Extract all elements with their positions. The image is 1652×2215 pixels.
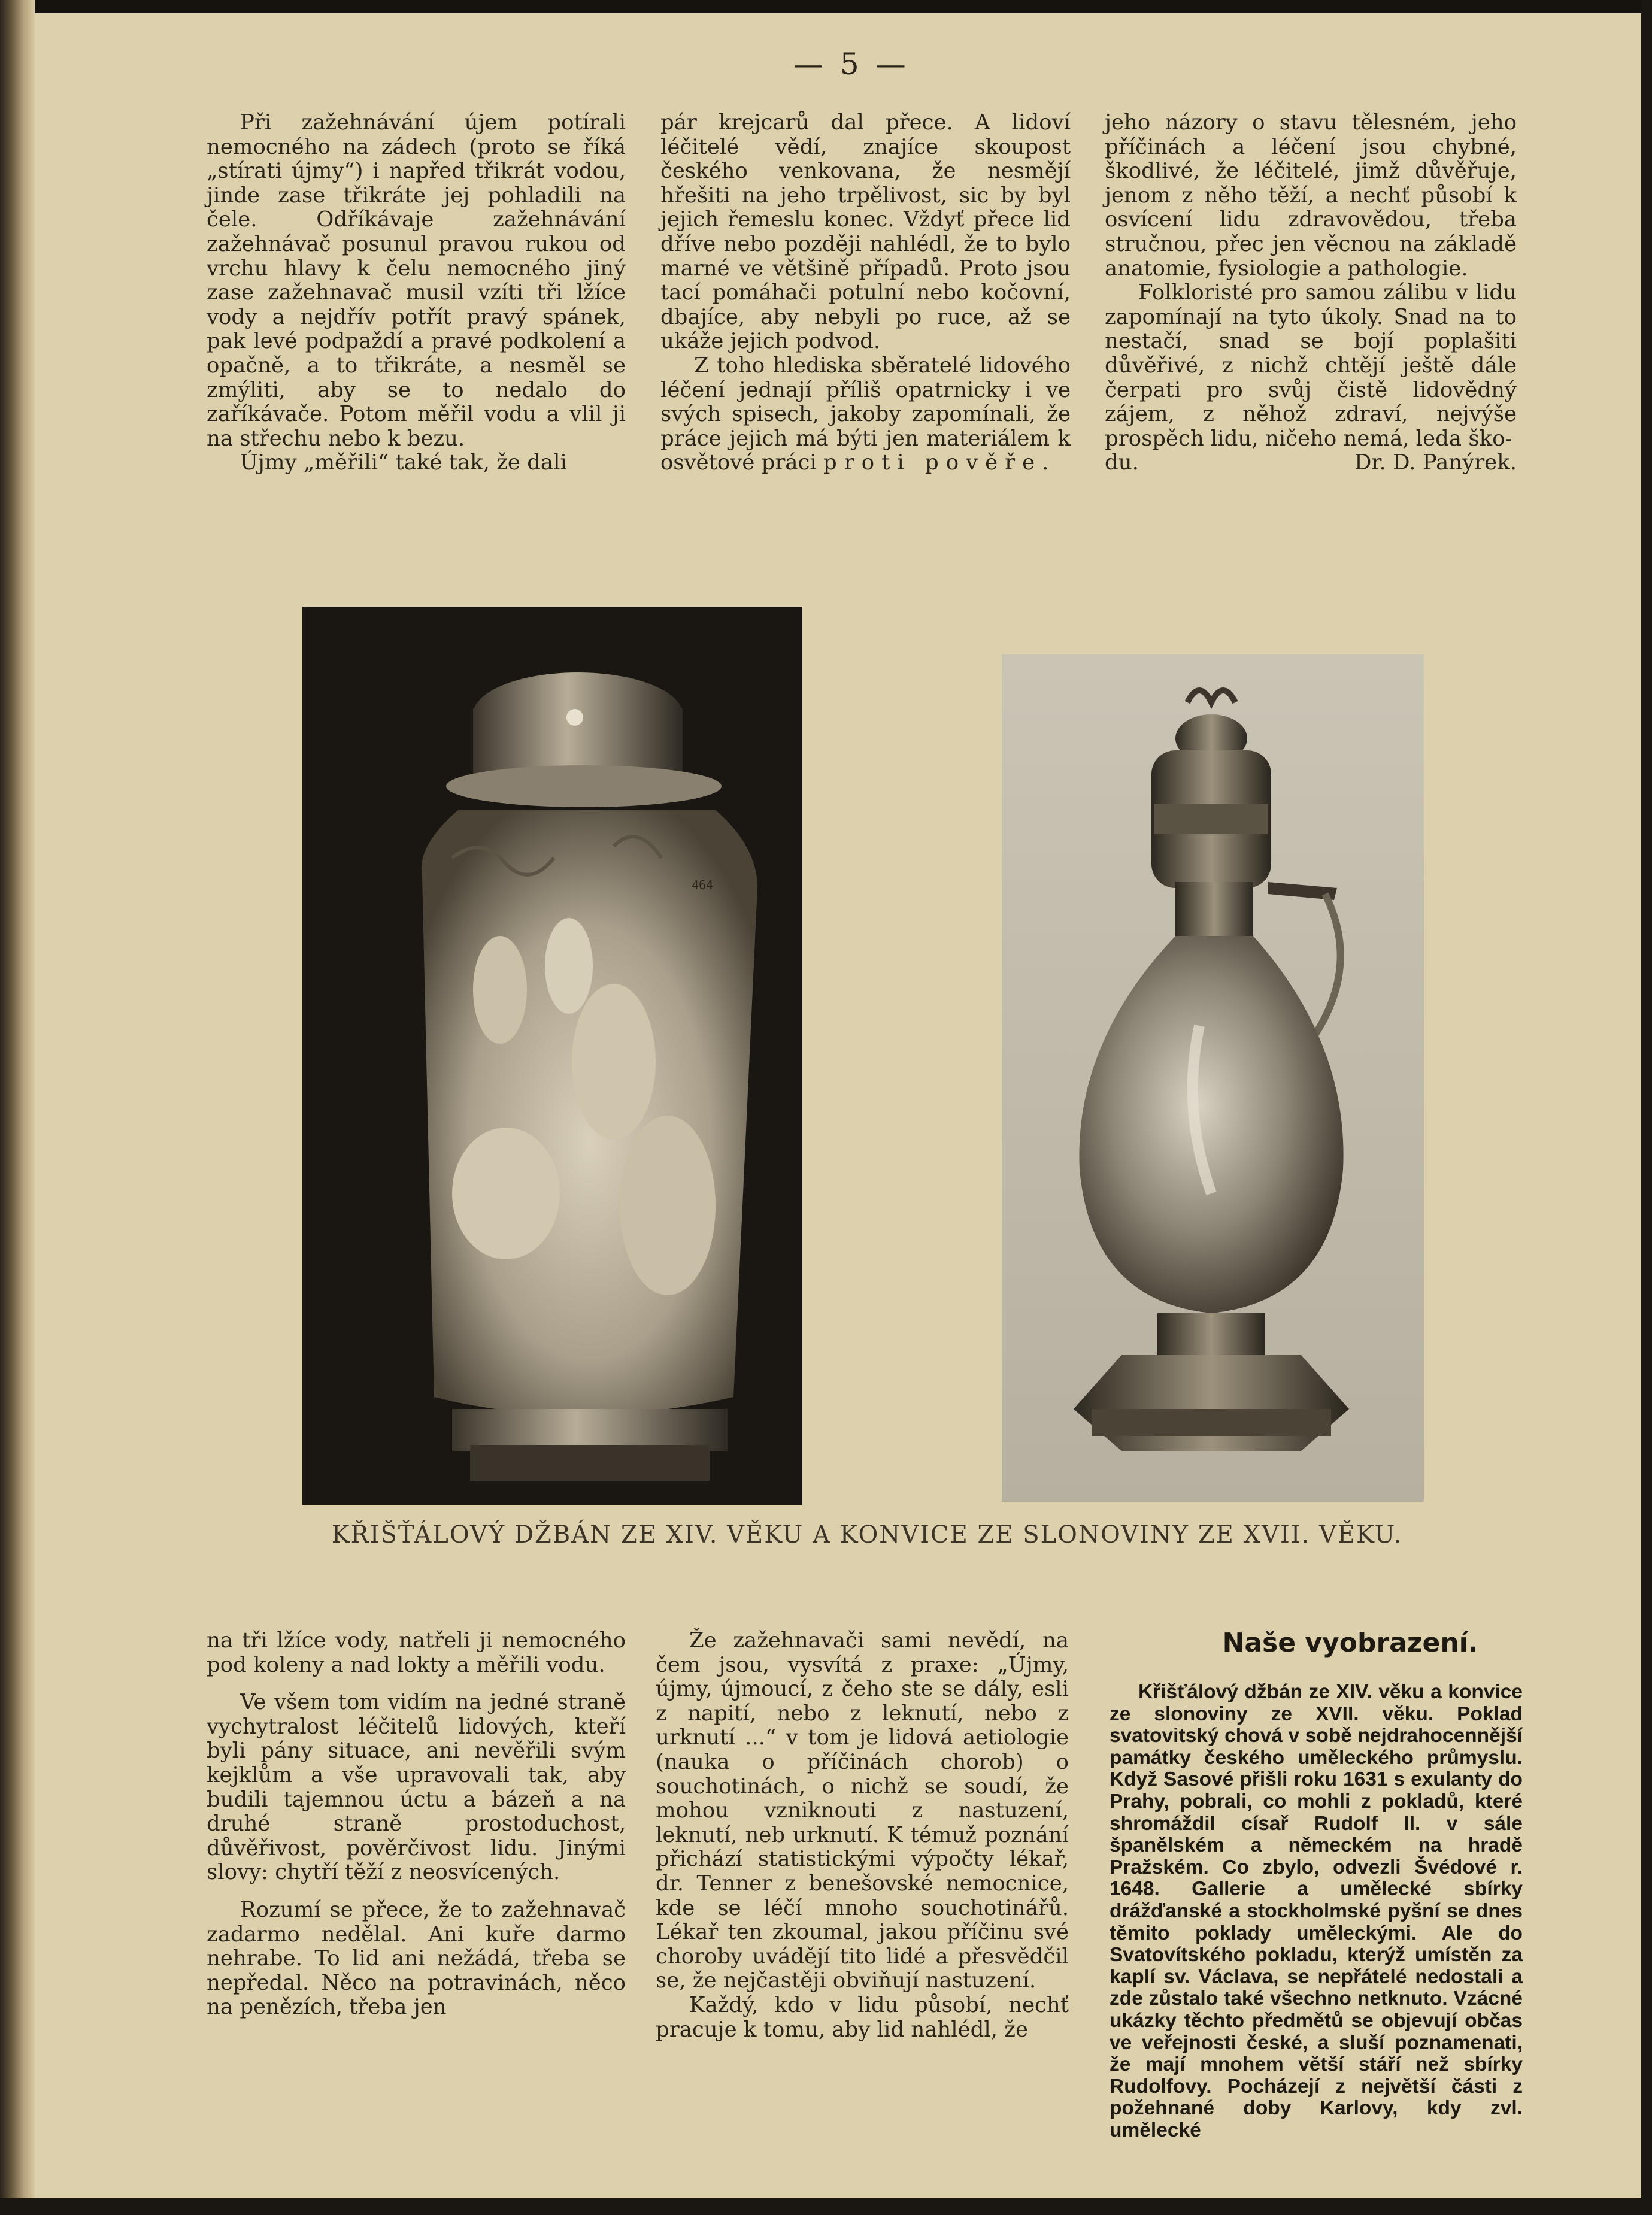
emphasis-spaced: proti pověře. <box>823 450 1056 475</box>
last-word: du. <box>1105 450 1139 475</box>
paragraph: na tři lžíce vody, natřeli ji nemocného pod koleny a nad lokty a měřili vodu. <box>207 1628 626 1677</box>
paragraph: Každý, kdo v lidu působí, nechť pracuje k tomu, aby lid nahlédl, že <box>656 1992 1069 2042</box>
paragraph-text: Z toho hlediska sběratelé lidového léčení jednají příliš opatrnicky i ve svých spisech, jakoby zapomínali, že práce jejich má býti jen materiálem k osvětové práci <box>660 353 1071 475</box>
section-column <box>1110 1681 1523 2141</box>
top-column-3 <box>1105 111 1517 475</box>
section-title: Naše vyobrazení. <box>1222 1628 1478 1658</box>
scan-top-edge <box>0 0 1652 13</box>
tankard-illustration <box>302 607 802 1505</box>
section-paragraph: Křišťálový džbán ze XIV. věku a konvice ze slonoviny ze XVII. věku. Poklad svatovitský chová v sobě nejdrahocennější památky českého uměleckého průmyslu. Když Sasové přišli roku 1631 s exulanty do Prahy, pobrali, co mohli z pokladů, které shromáždil císař Rudolf II. v sále španělském a německém na hradě Pražském. Co zbylo, odvezli Švédové r. 1648. Gallerie a umělecké sbírky drážďanské a stockholmské pyšní se dnes těmito poklady uměleckými. Ale do Svatovítského pokladu, kterýž umístěn za kaplí sv. Václava, se nepřátelé nedostali a zde zůstalo také všechno netknuto. Vzácné ukázky těchto předmětů se objevují občas ve veřejnosti české, a sluší poznamenati, že mají mnohem větší stáří než sbírky Rudolfovy. Pocházejí z největší části z požehnané doby Karlovy, kdy zvl. umělecké <box>1110 1681 1523 2141</box>
page-number: — 5 — <box>793 47 910 81</box>
author-signature: Dr. D. Panýrek. <box>1354 450 1517 475</box>
top-column-1 <box>207 111 626 475</box>
paragraph: pár krejcarů dal přece. A lidoví léčitelé vědí, znajíce skoupost českého venkovana, že nesmějí hřešiti na jeho trpělivost, sic by byl jejich řemeslu konec. Vždyť přece lid dříve nebo později nahlédl, že to bylo marné ve většině případů. Proto jsou tací pomáhači potulní nebo kočovní, dbajíce, aby nebyli po ruce, až se ukáže jejich podvod. <box>660 110 1071 354</box>
photo-crystal-ewer <box>1002 654 1424 1502</box>
paragraph: Ve všem tom vidím na jedné straně vychytralost léčitelů lidových, kteří byli pány situace, ani nevěřili svým kejklům a vše upravovali tak, aby budili tajemnou úctu a bázeň a na druhé straně prostoduchost, důvěřivost, pověrčivost lidu. Jinými slovy: chytří těží z neosvícených. <box>207 1690 626 1885</box>
paragraph: Že zažehnavači sami nevědí, na čem jsou, vysvítá z praxe: „Újmy, újmy, újmoucí, z čeho ste se dály, esli z napití, nebo z leknutí, nebo z urknutí ...“ v tom je lidová aetiologie (nauka o příčinách chorob) o souchotinách, o nichž se soudí, že mohou vzniknouti z nastuzení, leknutí, neb urknutí. K témuž poznání přichází statistickými výpočty lékař, dr. Tenner z benešovské nemocnice, kde se léčí mnoho souchotinářů. Lékař ten zkoumal, jakou příčinu své choroby uvádějí tito lidé a přesvědčil se, že nejčastěji obviňují nastuzení. <box>656 1628 1069 1993</box>
inventory-mark: 464 <box>692 878 714 892</box>
photo-ivory-tankard <box>302 607 802 1505</box>
paragraph: Újmy „měřili“ také tak, že dali <box>240 450 567 475</box>
scan-binding-edge <box>0 0 35 2215</box>
paragraph: jeho názory o stavu tělesném, jeho příčinách a léčení jsou chybné, škodlivé, že léčitelé, jimž důvěřuje, jenom z něho těží, a nechť působí k osvícení lidu zdravovědou, třeba stručnou, přec jen věcnou na základě anatomie, fysiologie a pathologie. <box>1105 110 1517 281</box>
scan-right-edge <box>1641 0 1652 2215</box>
bottom-column-2 <box>656 1629 1069 2042</box>
top-column-2 <box>660 111 1071 475</box>
ewer-illustration <box>1002 654 1424 1502</box>
paragraph <box>660 354 1071 475</box>
paragraph: Při zažehnávání újem potírali nemocného na zádech (proto se říká „stírati újmy“) i napřed třikrát vodou, jinde zase třikráte jej pohladili na čele. Odříkávaje zažehnávání zažehnávač posunul pravou rukou od vrchu hlavy k čelu nemocného jiný zase zažehnavač musil vzíti tři lžíce vody a nejdřív potřít pravý spánek, pak levé podpaždí a pravé podkolení a opačně, a to třikráte, a nesměl se zmýliti, aby se to nedalo do zaříkávače. Potom měřil vodu a vlil ji na střechu nebo k bezu. <box>207 110 626 451</box>
paragraph: Folkloristé pro samou zálibu v lidu zapomínají na tyto úkoly. Snad na to nestačí, snad se bojí poplašiti důvěřivé, z nichž chtějí ještě dále čerpati pro svůj čistě lidovědný zájem, z něhož zdraví, nejvýše prospěch lidu, ničeho nemá, leda ško- <box>1105 280 1517 451</box>
signature-line <box>1105 451 1517 475</box>
paragraph: Rozumí se přece, že to zažehnavač zadarmo nedělal. Ani kuře darmo nehrabe. To lid ani nežádá, třeba se nepředal. Něco na potravinách, něco na penězích, třeba jen <box>207 1897 626 2020</box>
figure-caption: KŘIŠŤÁLOVÝ DŽBÁN ZE XIV. VĚKU A KONVICE ZE SLONOVINY ZE XVII. VĚKU. <box>331 1521 1403 1549</box>
bottom-column-1 <box>207 1629 626 2020</box>
scan-bottom-edge <box>0 2198 1652 2215</box>
